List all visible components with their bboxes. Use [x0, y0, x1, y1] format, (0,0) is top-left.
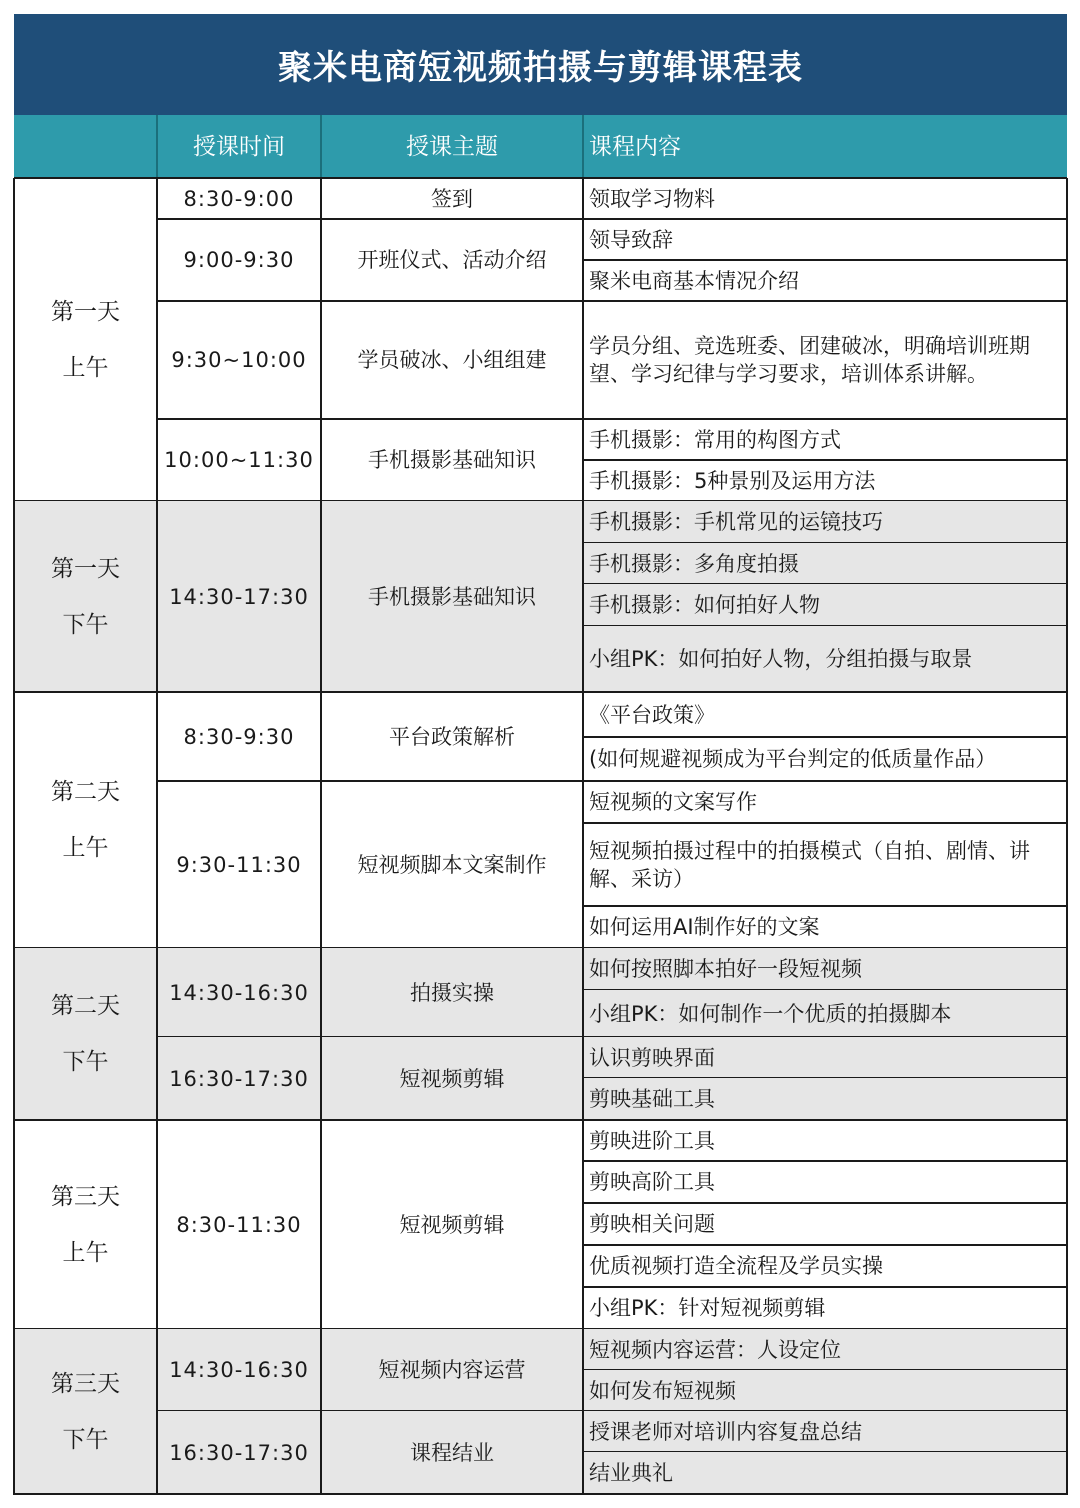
slot-time: 14:30-16:30	[157, 948, 321, 1037]
content-item: 优质视频打造全流程及学员实操	[589, 1254, 883, 1278]
slot-time: 16:30-17:30	[157, 1411, 321, 1494]
session-day-cell	[14, 1329, 157, 1494]
session-period: 上午	[62, 835, 109, 861]
slot-time: 9:00-9:30	[183, 248, 295, 272]
slot-topic: 短视频内容运营	[321, 1329, 583, 1411]
slot-time: 8:30-11:30	[176, 1212, 302, 1237]
header-divider	[156, 115, 158, 178]
header-divider	[320, 115, 322, 178]
slot-topic: 学员破冰、小组组建	[357, 348, 547, 372]
slot-time: 16:30-17:30	[157, 1037, 321, 1120]
session-day: 第二天	[51, 779, 120, 805]
session-day: 第二天	[51, 993, 120, 1019]
slot-time: 14:30-17:30	[157, 501, 321, 692]
content-item: 剪映进阶工具	[589, 1128, 715, 1153]
header-divider	[582, 115, 584, 178]
content-item: 如何运用AI制作好的文案	[589, 915, 820, 939]
content-item: 小组PK：如何制作一个优质的拍摄脚本	[583, 990, 1067, 1037]
slot-topic: 短视频剪辑	[399, 1212, 505, 1237]
session-day-cell	[14, 501, 157, 692]
session-day-cell	[14, 692, 157, 948]
content-item: 手机摄影：手机常见的运镜技巧	[583, 501, 1067, 543]
content-item: 小组PK：如何拍好人物，分组拍摄与取景	[583, 626, 1067, 692]
content-item: 手机摄影：常用的构图方式	[589, 427, 841, 452]
column-divider	[582, 178, 584, 1495]
slot-topic: 平台政策解析	[389, 724, 515, 749]
content-item: 短视频拍摄过程中的拍摄模式（自拍、剧情、讲解、采访）	[589, 838, 1030, 891]
session-day: 第三天	[51, 1370, 120, 1397]
page-title: 聚米电商短视频拍摄与剪辑课程表	[278, 48, 803, 88]
slot-time: 14:30-16:30	[157, 1329, 321, 1411]
slot-topic: 短视频脚本文案制作	[357, 852, 547, 877]
session-day-cell	[14, 178, 157, 501]
content-item: 手机摄影：如何拍好人物	[583, 584, 1067, 626]
content-item: 小组PK：针对短视频剪辑	[589, 1296, 826, 1320]
session-period: 上午	[62, 1239, 109, 1266]
content-item: 如何按照脚本拍好一段短视频	[583, 948, 1067, 990]
content-item: 短视频的文案写作	[589, 790, 757, 814]
header-time: 授课时间	[157, 115, 321, 178]
content-item: 认识剪映界面	[583, 1037, 1067, 1078]
slot-topic: 课程结业	[321, 1411, 583, 1494]
slot-topic: 短视频剪辑	[321, 1037, 583, 1120]
session-period: 上午	[62, 354, 109, 381]
session-period: 下午	[62, 1049, 109, 1075]
content-item: 学员分组、竞选班委、团建破冰，明确培训班期望、学习纪律与学习要求，培训体系讲解。	[589, 334, 1030, 386]
content-item: 《平台政策》	[589, 702, 715, 727]
slot-topic: 拍摄实操	[321, 948, 583, 1037]
content-item: 结业典礼	[583, 1452, 1067, 1494]
session-period: 下午	[62, 1426, 109, 1453]
header-content: 课程内容	[583, 115, 1067, 178]
column-divider	[156, 178, 158, 1495]
content-item: (如何规避视频成为平台判定的低质量作品）	[589, 747, 997, 771]
content-item: 剪映相关问题	[589, 1212, 715, 1236]
header-topic: 授课主题	[321, 115, 583, 178]
title-banner	[14, 14, 1067, 115]
slot-topic: 手机摄影基础知识	[368, 448, 536, 472]
column-divider	[1066, 178, 1068, 1495]
session-day: 第一天	[51, 298, 120, 325]
slot-topic: 手机摄影基础知识	[321, 501, 583, 692]
header-blank-cell	[14, 115, 157, 178]
content-item: 剪映高阶工具	[589, 1170, 715, 1194]
content-item: 手机摄影：5种景别及运用方法	[589, 468, 876, 493]
content-item: 如何发布短视频	[583, 1370, 1067, 1411]
session-day: 第三天	[51, 1183, 120, 1210]
content-item: 手机摄影：多角度拍摄	[583, 543, 1067, 584]
content-item: 剪映基础工具	[583, 1078, 1067, 1120]
slot-topic: 开班仪式、活动介绍	[357, 248, 547, 272]
content-item: 聚米电商基本情况介绍	[589, 268, 799, 293]
column-divider	[13, 178, 15, 1495]
content-item: 授课老师对培训内容复盘总结	[583, 1411, 1067, 1452]
header-bottom-border	[14, 177, 1067, 179]
session-day: 第一天	[51, 555, 120, 582]
slot-time: 9:30-11:30	[176, 852, 302, 877]
content-item: 领导致辞	[589, 227, 673, 252]
column-divider	[320, 178, 322, 1495]
slot-time: 8:30-9:00	[183, 186, 295, 211]
slot-topic: 签到	[431, 186, 473, 211]
session-day-cell	[14, 948, 157, 1120]
content-item: 短视频内容运营：人设定位	[583, 1329, 1067, 1370]
slot-time: 9:30~10:00	[171, 348, 307, 372]
content-item: 领取学习物料	[589, 186, 715, 211]
session-divider	[14, 1493, 1067, 1495]
slot-time: 10:00~11:30	[164, 448, 314, 472]
session-period: 下午	[62, 611, 109, 638]
session-day-cell	[14, 1120, 157, 1329]
slot-time: 8:30-9:30	[183, 724, 295, 749]
